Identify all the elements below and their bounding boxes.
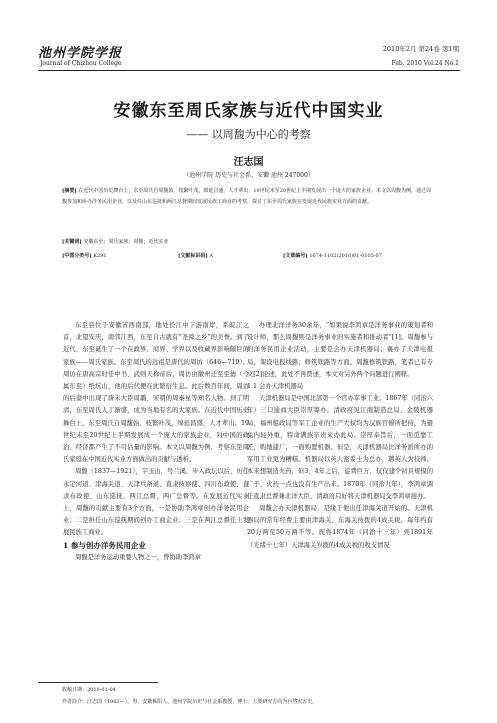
body-column-right: [247, 320, 433, 552]
author-affiliation: （池州学院 历史与社会系，安徽 池州 247000）: [183, 172, 314, 179]
journal-name-cn: 池州学院学报: [38, 46, 123, 61]
subsection-heading: 1.1 会办天津机器局: [247, 383, 304, 391]
article-subtitle: —— 以周馥为中心的考察: [186, 128, 311, 141]
paragraph: 办理北洋洋务30余年，“如果说李鸿章是洋务事业的策划者和设计师，那么周馥则是洋务事业的实施者和推动者”[1]。周馥参与的洋务民用企业活动，主要是会办天津机器局；襄办了天津电报局，架设电报线路；修筑铁路等方面。周馥修筑铁路，笔者已有专文[2]论述，此处不再赘述，本文对另外两个问题进行阐释。: [247, 322, 433, 378]
section-heading: 1 参与创办洋务民用企业: [63, 540, 146, 550]
abstract: [62, 186, 436, 208]
paragraph: 周馥是洋务运动重要人物之一，曾协助李鸿章: [75, 553, 201, 561]
clc-value: K291: [93, 253, 107, 259]
article-title: 安徽东至周氏家族与近代中国实业: [113, 101, 384, 121]
keywords-text: 安徽东至；周氏家族；周馥；近代实业: [83, 239, 169, 245]
clc-code: [62, 252, 107, 259]
header-rule: [38, 70, 460, 71]
article-number: [283, 252, 382, 259]
abstract-label: [摘要]: [62, 188, 77, 194]
author-name: 汪志国: [233, 157, 264, 168]
keywords-label: [关键词]: [62, 239, 82, 245]
journal-name-en: Journal of Chizhou College: [40, 60, 122, 67]
received-date: 收稿日期：2010-01-04: [62, 687, 116, 693]
article-number-value: 1674-1102(2010)01-0105-07: [309, 253, 382, 259]
paragraph: 周馥（1837—1921），字玉山，号兰溪，步入政坛以后，历任永定河道、津海关道、天津兵备道、直隶按察使、四川布政使、直隶布政使、山东巡抚、两江总督、两广总督等。在发展近代实业上，周馥的贡献主要有3个方面，一是协助李鸿章创办洋务民用企业；二是担任山东巡抚期间创办工商企业；三是在两江总督任上发展民族工商业。: [63, 468, 249, 537]
keywords: [62, 238, 436, 245]
paragraph: 周馥会办天津机器局，是缘于他出任津海关道开始的。天津机器局的常年经费主要由津海关、东海关按拨的4成关税，每年约有20万两至50万两不等。现将1874年（同治十三年）到1891年（光绪十七年）天津海关岁拨的4成关税的收支情况: [247, 505, 433, 549]
clc-label: [中图分类号]: [62, 253, 92, 259]
doc-code: [178, 252, 213, 259]
doc-label: [文献标识码]: [178, 253, 208, 259]
issue-info-cn: 2010年2月 第24卷 第1期: [382, 45, 459, 53]
issue-info-en: Feb. 2010 Vol.24 No.1: [391, 60, 459, 67]
author-bio: 作者简介：汪志国（1963—），男，安徽枞阳人，池州学院历史与社会系教授，博士，主要研究方向为自然灾害史。: [62, 699, 318, 705]
abstract-text: 在近代中国历史舞台上，东至周氏自周馥始，枝繁叶茂，绵延昌盛，人才辈出，19世纪末至20世纪上半期发展出一个庞大的家族企业。本文以周馥为例，通过周馥参加和协办洋务民用企业，以及任山东巡抚和两江总督期间发展民族工商业的考察，探讨了东至周氏家族在发展近代民族实业方面的贡献。: [62, 188, 432, 205]
doc-value: A: [209, 253, 213, 259]
paragraph: 天津机器局是中国北部第一个官办军事工业。1867年（同治六年）三口通商大臣崇厚筹办。清政府见江南制造总局、金陵机器局、福州船政局等军工企业的生产大权均为汉族官僚所把持，为避免内轻外重，特命满族亲贵来办此局。崇厚奉旨后，一面觅靠工匠，购地建厂，一面购置机器。但是，天津机器局比洋务派所办的军用工业更为糟糕。机器局以英人密妥士为总办，聘英人为技师，本来想制造火药，但3、4年之后，徒费巨万，仅仅建个初具规模的厂子，火药一点也没有生产出来。1870年（同治九年），李鸿章调任直隶总督兼北洋大臣，清政府只好将天津机器局交李鸿章接办。: [247, 395, 433, 500]
paragraph: 东至县位于安徽省西南部，地处长江中下游南岸，系皖江之首，北望安庆，南邻江西，东至自古就有“尧舜之乡”的美誉。到了近代，东至诞生了一个在政界、商界、学界以及收藏界影响颇巨的家族——周氏家族。东至周氏的远祖是唐代的周访（646—719）。周访在唐高宗时任中书、武则天称帝后，周访由徽州迁至至德（今属东至）纸坑山，他的后代便在此繁衍生息。此后数百年间，周访的后裔中出现了唐末大臣周璐、宋朝的周秦星等知名人物。到了明清，东至周氏人丁渐盛，成为当地有名的大家族。在近代中国历史舞台上，东至周氏自周馥始，枝繁叶茂，绵延昌盛，人才辈出。19世纪末至20世纪上半期发展成一个庞大的家族企业，对中国的政治、经济都产生了不可估量的影响。本文以周馥为例，考察东至周氏家庭在中国近代实业方面做出的贡献与透析。: [63, 322, 249, 464]
article-number-label: [文章编号]: [283, 253, 308, 259]
footnote-rule: [38, 682, 158, 683]
body-column-left: [63, 320, 249, 564]
